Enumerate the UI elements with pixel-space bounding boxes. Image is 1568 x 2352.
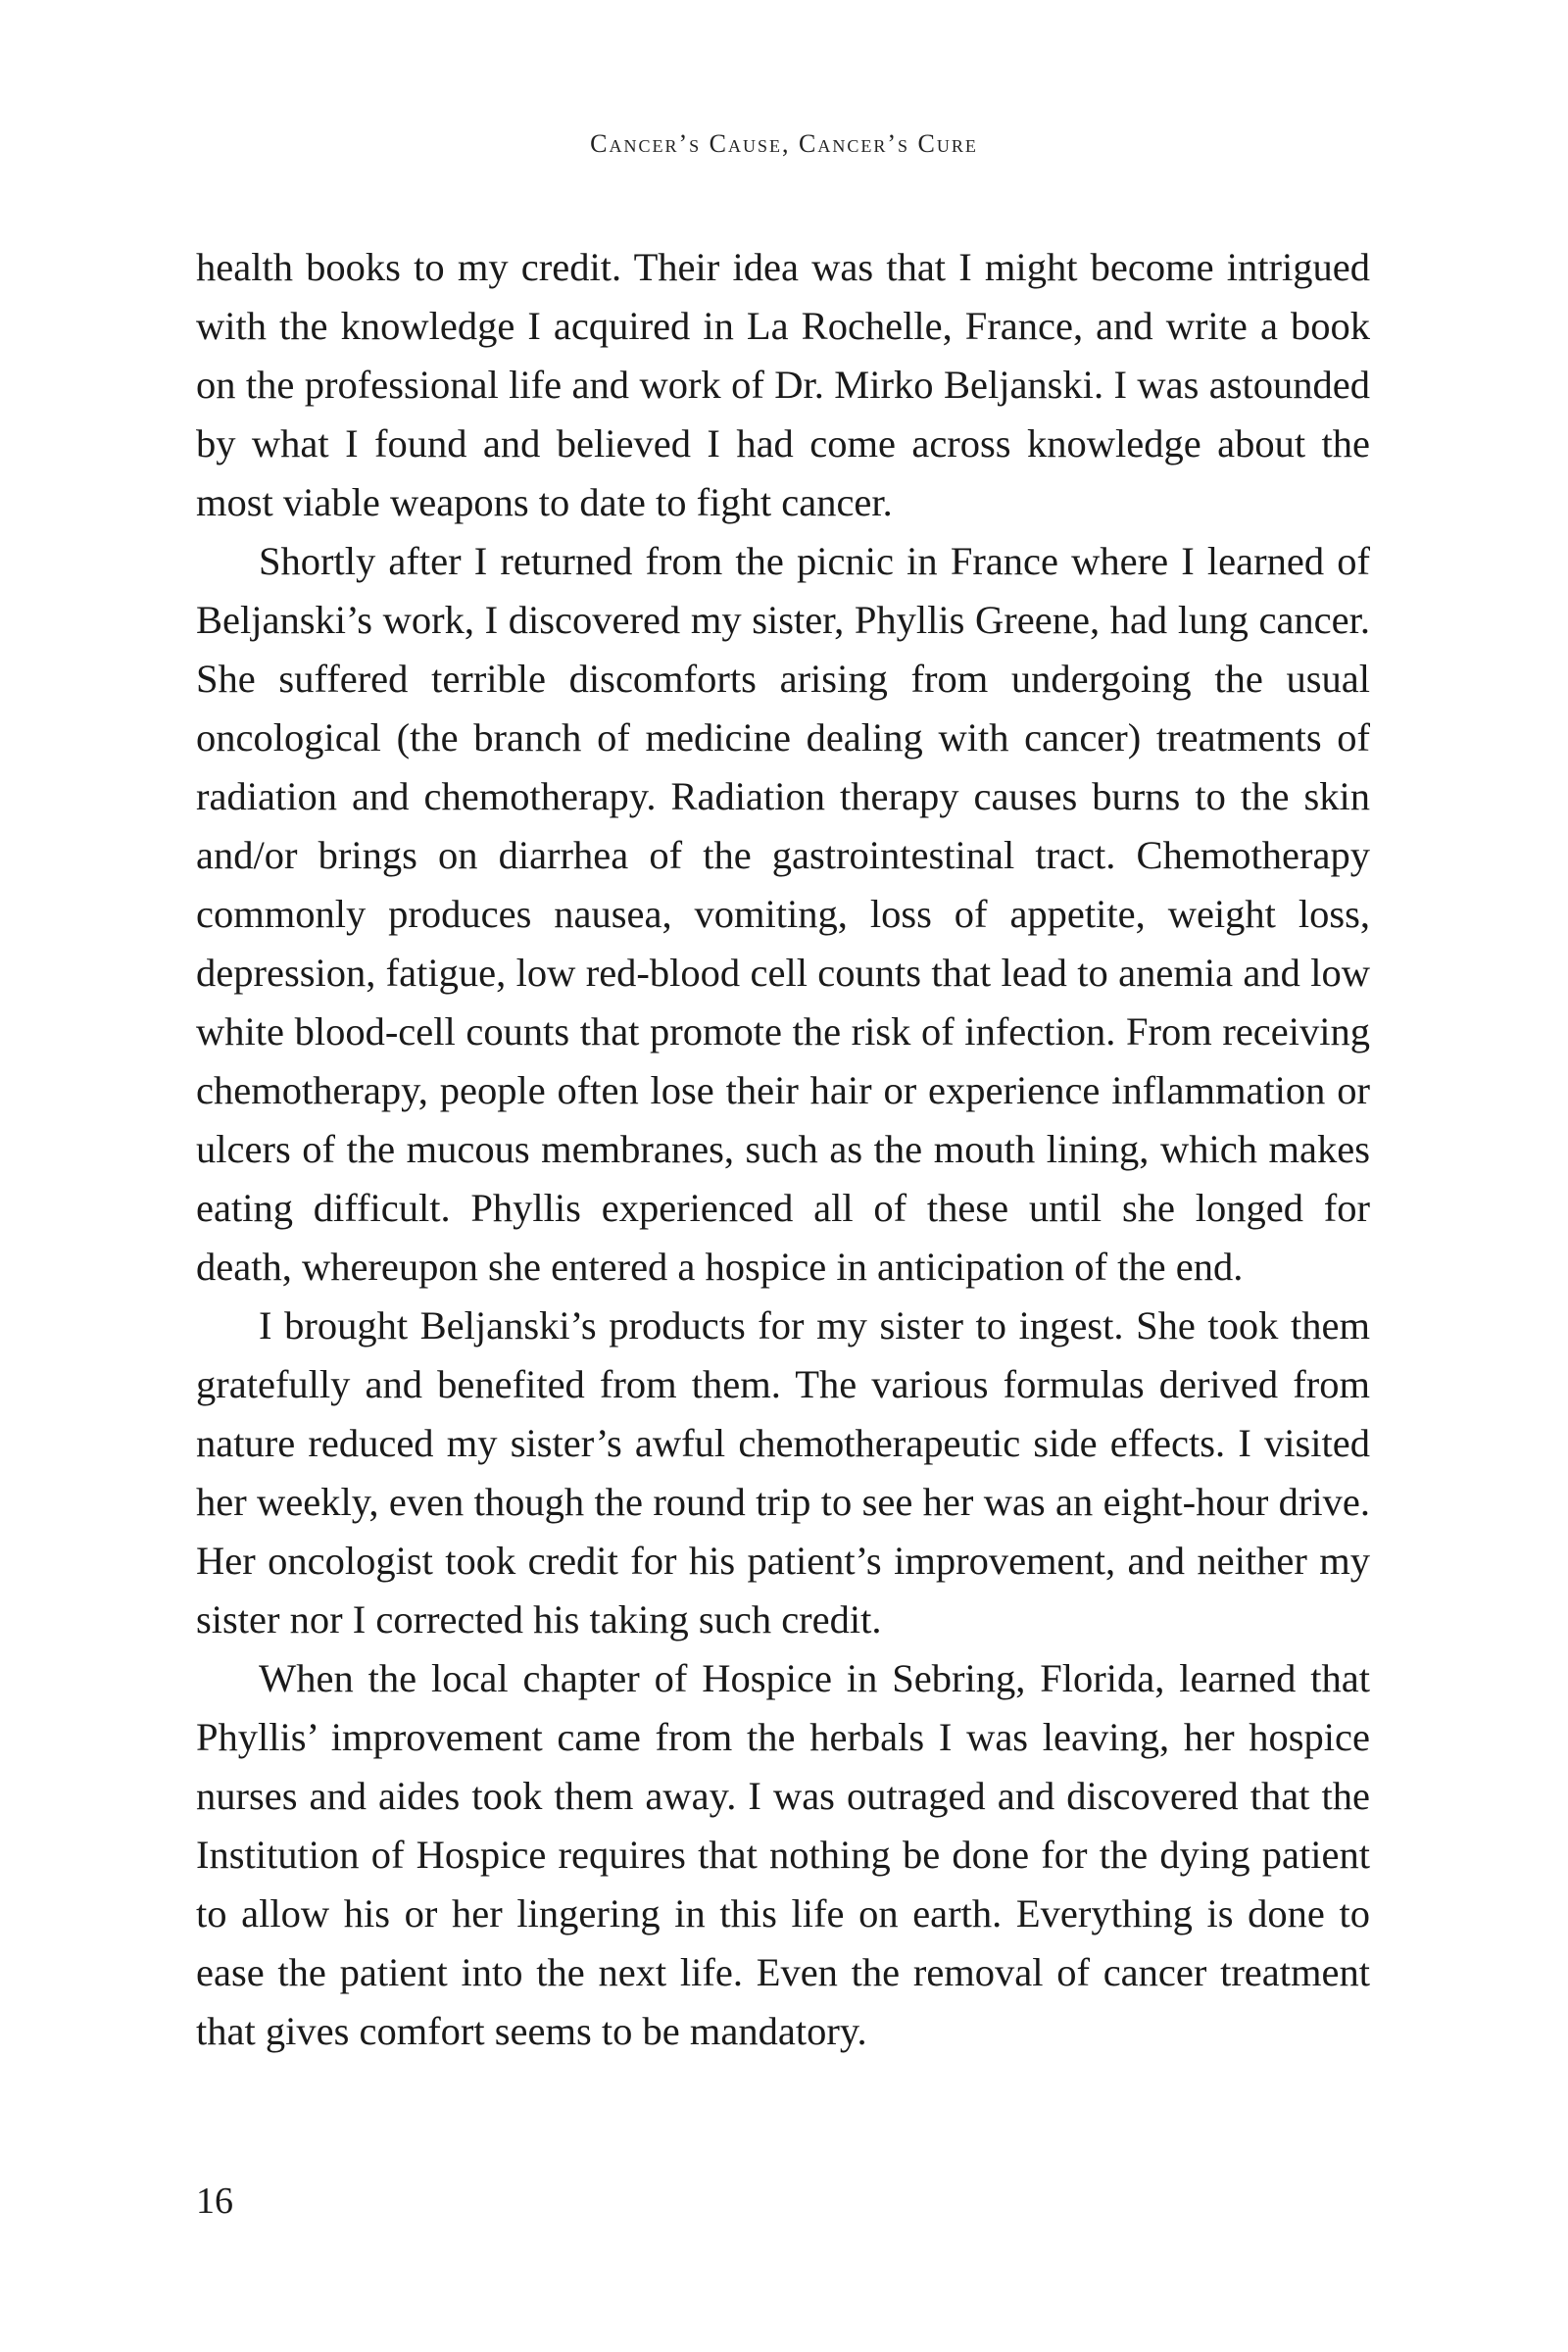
paragraph: I brought Beljanski’s products for my sister to ingest. She took them gratefully and benefited from them. The various formulas derived from nature reduced my sister’s awful chemotherapeutic side effects. I visited her weekly, even though the round trip to see her was an eight-hour drive. Her oncologist took credit for his patient’s improvement, and neither my sister nor I corrected his taking such credit. (196, 1303, 1370, 1642)
paragraph: When the local chapter of Hospice in Sebring, Florida, learned that Phyllis’ improvement came from the herbals I was leaving, her hospice nurses and aides took them away. I was outraged and discovered that the Institution of Hospice requires that nothing be done for the dying patient to allow his or her lingering in this life on earth. Everything is done to ease the patient into the next life. Even the removal of cancer treatment that gives comfort seems to be mandatory. (196, 1656, 1370, 2053)
body-text (196, 238, 1370, 2061)
running-head: Cancer’s Cause, Cancer’s Cure (590, 129, 978, 158)
paragraph: Shortly after I returned from the picnic in France where I learned of Beljanski’s work, I discovered my sister, Phyllis Greene, had lung cancer. She suffered terrible discomforts arising from undergoing the usual oncological (the branch of medicine dealing with cancer) treatments of radiation and chemotherapy. Radiation therapy causes burns to the skin and/or brings on diarrhea of the gastrointestinal tract. Chemotherapy commonly produces nausea, vomiting, loss of appetite, weight loss, depression, fatigue, low red-blood cell counts that lead to anemia and low white blood-cell counts that promote the risk of infection. From receiving chemotherapy, people often lose their hair or experience inflammation or ulcers of the mucous membranes, such as the mouth lining, which makes eating difficult. Phyllis experienced all of these until she longed for death, whereupon she entered a hospice in anticipation of the end. (196, 539, 1370, 1289)
paragraph-continued: health books to my credit. Their idea was that I might become intrigued with the knowledge I acquired in La Rochelle, France, and write a book on the professional life and work of Dr. Mirko Beljanski. I was astounded by what I found and believed I had come across knowledge about the most viable weapons to date to fight cancer. (196, 245, 1370, 524)
page-number: 16 (196, 2180, 233, 2222)
